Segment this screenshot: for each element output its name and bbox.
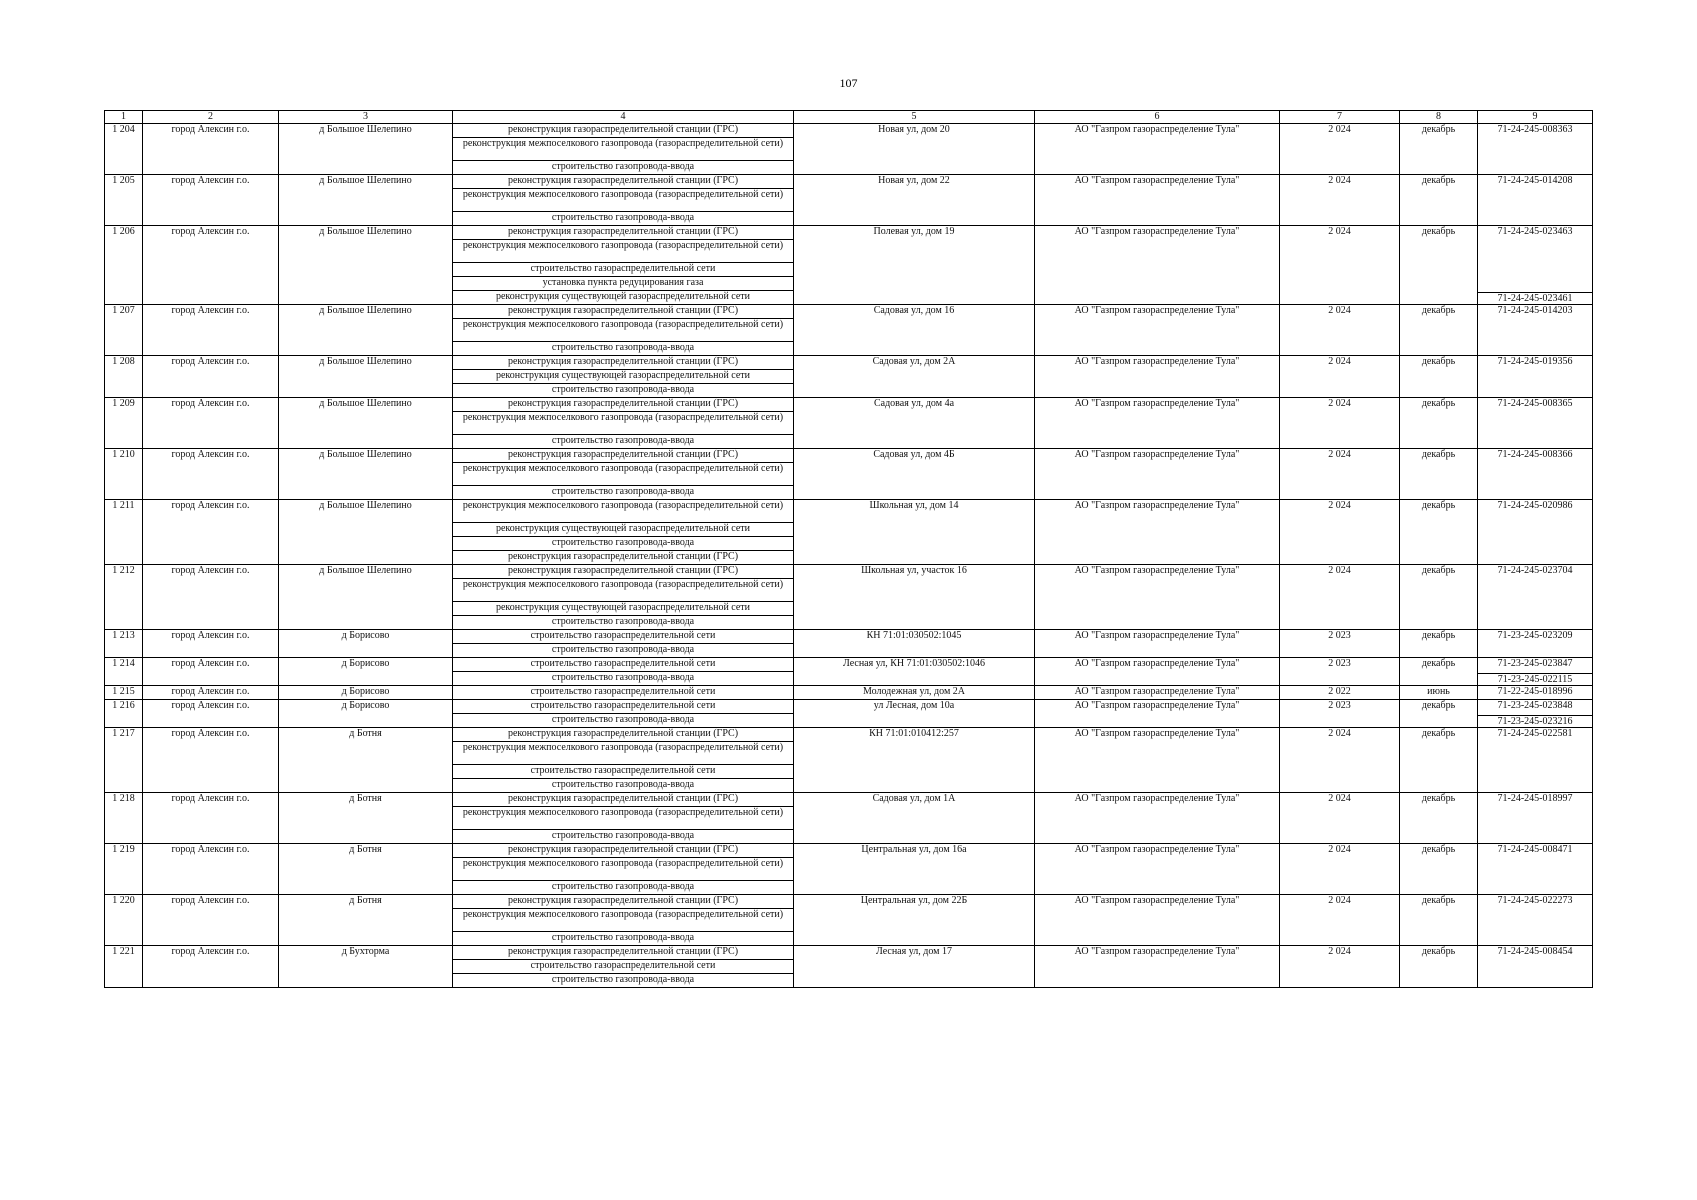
table-row xyxy=(105,844,1593,858)
code-cell: 71-24-245-019356 xyxy=(1478,356,1593,398)
settlement-cell: д Большое Шелепино xyxy=(279,175,453,226)
work-item: строительство газораспределительной сети xyxy=(453,686,794,700)
year-cell: 2 024 xyxy=(1280,124,1400,175)
year-cell: 2 024 xyxy=(1280,844,1400,895)
settlement-cell: д Борисово xyxy=(279,700,453,728)
address-cell: Садовая ул, дом 1А xyxy=(794,793,1035,844)
table-row xyxy=(105,686,1593,700)
code-primary: 71-23-245-023848 xyxy=(1497,700,1573,711)
month-cell: декабрь xyxy=(1400,895,1478,946)
row-number: 1 206 xyxy=(105,226,143,305)
header-cell: 3 xyxy=(279,111,453,124)
work-item: строительство газопровода-ввода xyxy=(453,384,794,398)
month-cell: декабрь xyxy=(1400,844,1478,895)
settlement-cell: д Борисово xyxy=(279,630,453,658)
work-item: строительство газораспределительной сети xyxy=(453,658,794,672)
code-secondary: 71-24-245-023461 xyxy=(1478,292,1592,304)
year-cell: 2 024 xyxy=(1280,226,1400,305)
row-number: 1 212 xyxy=(105,565,143,630)
header-cell: 5 xyxy=(794,111,1035,124)
table-row xyxy=(105,226,1593,240)
row-number: 1 205 xyxy=(105,175,143,226)
work-item: строительство газораспределительной сети xyxy=(453,700,794,714)
code-cell: 71-23-245-023209 xyxy=(1478,630,1593,658)
year-cell: 2 023 xyxy=(1280,658,1400,686)
table-row xyxy=(105,175,1593,189)
work-item: строительство газопровода-ввода xyxy=(453,342,794,356)
code-cell xyxy=(1478,226,1593,305)
settlement-cell: д Ботня xyxy=(279,793,453,844)
month-cell: декабрь xyxy=(1400,124,1478,175)
organization-cell: АО "Газпром газораспределение Тула" xyxy=(1035,844,1280,895)
code-cell xyxy=(1478,658,1593,686)
table-row xyxy=(105,398,1593,412)
address-cell: Новая ул, дом 22 xyxy=(794,175,1035,226)
work-item: строительство газораспределительной сети xyxy=(453,263,794,277)
month-cell: декабрь xyxy=(1400,565,1478,630)
address-cell: Школьная ул, дом 14 xyxy=(794,500,1035,565)
year-cell: 2 024 xyxy=(1280,449,1400,500)
work-item: строительство газопровода-ввода xyxy=(453,932,794,946)
work-item: реконструкция межпоселкового газопровода (газораспределительной сети) xyxy=(453,240,794,263)
year-cell: 2 024 xyxy=(1280,356,1400,398)
header-cell: 4 xyxy=(453,111,794,124)
table-row xyxy=(105,305,1593,319)
code-cell: 71-24-245-023704 xyxy=(1478,565,1593,630)
month-cell: декабрь xyxy=(1400,500,1478,565)
row-number: 1 211 xyxy=(105,500,143,565)
header-cell: 7 xyxy=(1280,111,1400,124)
work-item: реконструкция межпоселкового газопровода (газораспределительной сети) xyxy=(453,807,794,830)
work-item: строительство газопровода-ввода xyxy=(453,644,794,658)
table-row xyxy=(105,700,1593,714)
table-row xyxy=(105,946,1593,960)
district-cell: город Алексин г.о. xyxy=(143,630,279,658)
work-item: реконструкция межпоселкового газопровода (газораспределительной сети) xyxy=(453,858,794,881)
settlement-cell: д Большое Шелепино xyxy=(279,356,453,398)
settlement-cell: д Ботня xyxy=(279,895,453,946)
year-cell: 2 024 xyxy=(1280,946,1400,988)
month-cell: декабрь xyxy=(1400,630,1478,658)
work-item: строительство газопровода-ввода xyxy=(453,537,794,551)
code-cell: 71-24-245-022273 xyxy=(1478,895,1593,946)
organization-cell: АО "Газпром газораспределение Тула" xyxy=(1035,500,1280,565)
work-item: реконструкция газораспределительной станции (ГРС) xyxy=(453,305,794,319)
organization-cell: АО "Газпром газораспределение Тула" xyxy=(1035,946,1280,988)
header-cell: 6 xyxy=(1035,111,1280,124)
settlement-cell: д Борисово xyxy=(279,658,453,686)
year-cell: 2 024 xyxy=(1280,895,1400,946)
work-item: реконструкция межпоселкового газопровода (газораспределительной сети) xyxy=(453,412,794,435)
work-item: строительство газораспределительной сети xyxy=(453,765,794,779)
code-cell: 71-24-245-008366 xyxy=(1478,449,1593,500)
organization-cell: АО "Газпром газораспределение Тула" xyxy=(1035,895,1280,946)
row-number: 1 220 xyxy=(105,895,143,946)
settlement-cell: д Большое Шелепино xyxy=(279,449,453,500)
settlement-cell: д Большое Шелепино xyxy=(279,500,453,565)
district-cell: город Алексин г.о. xyxy=(143,398,279,449)
work-item: реконструкция газораспределительной станции (ГРС) xyxy=(453,844,794,858)
district-cell: город Алексин г.о. xyxy=(143,686,279,700)
row-number: 1 219 xyxy=(105,844,143,895)
organization-cell: АО "Газпром газораспределение Тула" xyxy=(1035,630,1280,658)
code-cell: 71-24-245-022581 xyxy=(1478,728,1593,793)
work-item: строительство газопровода-ввода xyxy=(453,212,794,226)
settlement-cell: д Большое Шелепино xyxy=(279,398,453,449)
work-item: реконструкция межпоселкового газопровода (газораспределительной сети) xyxy=(453,500,794,523)
header-cell: 8 xyxy=(1400,111,1478,124)
row-number: 1 209 xyxy=(105,398,143,449)
month-cell: декабрь xyxy=(1400,449,1478,500)
work-item: строительство газопровода-ввода xyxy=(453,974,794,988)
row-number: 1 207 xyxy=(105,305,143,356)
settlement-cell: д Ботня xyxy=(279,728,453,793)
organization-cell: АО "Газпром газораспределение Тула" xyxy=(1035,356,1280,398)
district-cell: город Алексин г.о. xyxy=(143,124,279,175)
work-item: строительство газопровода-ввода xyxy=(453,881,794,895)
work-item: установка пункта редуцирования газа xyxy=(453,277,794,291)
table-row xyxy=(105,630,1593,644)
address-cell: Центральная ул, дом 22Б xyxy=(794,895,1035,946)
work-item: строительство газопровода-ввода xyxy=(453,161,794,175)
organization-cell: АО "Газпром газораспределение Тула" xyxy=(1035,658,1280,686)
month-cell: июнь xyxy=(1400,686,1478,700)
address-cell: Полевая ул, дом 19 xyxy=(794,226,1035,305)
work-item: строительство газопровода-ввода xyxy=(453,672,794,686)
work-item: реконструкция газораспределительной станции (ГРС) xyxy=(453,895,794,909)
work-item: реконструкция газораспределительной станции (ГРС) xyxy=(453,551,794,565)
code-cell: 71-24-245-008363 xyxy=(1478,124,1593,175)
row-number: 1 215 xyxy=(105,686,143,700)
address-cell: Садовая ул, дом 2А xyxy=(794,356,1035,398)
year-cell: 2 024 xyxy=(1280,793,1400,844)
year-cell: 2 022 xyxy=(1280,686,1400,700)
work-item: реконструкция газораспределительной станции (ГРС) xyxy=(453,793,794,807)
work-item: реконструкция существующей газораспределительной сети xyxy=(453,291,794,305)
district-cell: город Алексин г.о. xyxy=(143,226,279,305)
month-cell: декабрь xyxy=(1400,398,1478,449)
row-number: 1 216 xyxy=(105,700,143,728)
header-row xyxy=(105,111,1593,124)
code-secondary: 71-23-245-022115 xyxy=(1478,673,1592,685)
code-primary: 71-24-245-023463 xyxy=(1497,226,1573,237)
table-row xyxy=(105,793,1593,807)
year-cell: 2 023 xyxy=(1280,700,1400,728)
year-cell: 2 024 xyxy=(1280,565,1400,630)
work-item: строительство газопровода-ввода xyxy=(453,486,794,500)
table-row xyxy=(105,565,1593,579)
year-cell: 2 024 xyxy=(1280,728,1400,793)
work-item: реконструкция газораспределительной станции (ГРС) xyxy=(453,565,794,579)
district-cell: город Алексин г.о. xyxy=(143,305,279,356)
address-cell: Лесная ул, КН 71:01:030502:1046 xyxy=(794,658,1035,686)
year-cell: 2 024 xyxy=(1280,398,1400,449)
work-item: строительство газопровода-ввода xyxy=(453,435,794,449)
code-cell: 71-24-245-014208 xyxy=(1478,175,1593,226)
organization-cell: АО "Газпром газораспределение Тула" xyxy=(1035,700,1280,728)
work-item: реконструкция газораспределительной станции (ГРС) xyxy=(453,124,794,138)
table-row xyxy=(105,356,1593,370)
work-item: реконструкция существующей газораспределительной сети xyxy=(453,370,794,384)
organization-cell: АО "Газпром газораспределение Тула" xyxy=(1035,449,1280,500)
address-cell: Школьная ул, участок 16 xyxy=(794,565,1035,630)
work-item: реконструкция межпоселкового газопровода (газораспределительной сети) xyxy=(453,138,794,161)
month-cell: декабрь xyxy=(1400,728,1478,793)
year-cell: 2 024 xyxy=(1280,305,1400,356)
district-cell: город Алексин г.о. xyxy=(143,946,279,988)
work-item: реконструкция межпоселкового газопровода (газораспределительной сети) xyxy=(453,189,794,212)
row-number: 1 217 xyxy=(105,728,143,793)
code-cell: 71-24-245-020986 xyxy=(1478,500,1593,565)
settlement-cell: д Большое Шелепино xyxy=(279,305,453,356)
row-number: 1 204 xyxy=(105,124,143,175)
row-number: 1 208 xyxy=(105,356,143,398)
code-secondary: 71-23-245-023216 xyxy=(1478,715,1592,727)
table-row xyxy=(105,895,1593,909)
row-number: 1 214 xyxy=(105,658,143,686)
address-cell: КН 71:01:030502:1045 xyxy=(794,630,1035,658)
address-cell: Новая ул, дом 20 xyxy=(794,124,1035,175)
settlement-cell: д Большое Шелепино xyxy=(279,124,453,175)
address-cell: КН 71:01:010412:257 xyxy=(794,728,1035,793)
organization-cell: АО "Газпром газораспределение Тула" xyxy=(1035,565,1280,630)
work-item: реконструкция межпоселкового газопровода (газораспределительной сети) xyxy=(453,742,794,765)
header-cell: 1 xyxy=(105,111,143,124)
table-row xyxy=(105,449,1593,463)
month-cell: декабрь xyxy=(1400,700,1478,728)
district-cell: город Алексин г.о. xyxy=(143,793,279,844)
table-row xyxy=(105,728,1593,742)
row-number: 1 213 xyxy=(105,630,143,658)
work-item: строительство газораспределительной сети xyxy=(453,960,794,974)
month-cell: декабрь xyxy=(1400,658,1478,686)
settlement-cell: д Ботня xyxy=(279,844,453,895)
organization-cell: АО "Газпром газораспределение Тула" xyxy=(1035,305,1280,356)
organization-cell: АО "Газпром газораспределение Тула" xyxy=(1035,175,1280,226)
row-number: 1 218 xyxy=(105,793,143,844)
address-cell: Садовая ул, дом 4Б xyxy=(794,449,1035,500)
district-cell: город Алексин г.о. xyxy=(143,175,279,226)
code-cell: 71-24-245-018997 xyxy=(1478,793,1593,844)
work-item: реконструкция газораспределительной станции (ГРС) xyxy=(453,398,794,412)
code-cell: 71-24-245-014203 xyxy=(1478,305,1593,356)
month-cell: декабрь xyxy=(1400,356,1478,398)
month-cell: декабрь xyxy=(1400,226,1478,305)
work-item: реконструкция межпоселкового газопровода (газораспределительной сети) xyxy=(453,579,794,602)
header-cell: 2 xyxy=(143,111,279,124)
table-body xyxy=(105,124,1593,988)
code-cell: 71-24-245-008454 xyxy=(1478,946,1593,988)
district-cell: город Алексин г.о. xyxy=(143,895,279,946)
district-cell: город Алексин г.о. xyxy=(143,449,279,500)
work-item: строительство газопровода-ввода xyxy=(453,714,794,728)
district-cell: город Алексин г.о. xyxy=(143,356,279,398)
organization-cell: АО "Газпром газораспределение Тула" xyxy=(1035,728,1280,793)
code-cell: 71-22-245-018996 xyxy=(1478,686,1593,700)
district-cell: город Алексин г.о. xyxy=(143,700,279,728)
district-cell: город Алексин г.о. xyxy=(143,728,279,793)
address-cell: Центральная ул, дом 16а xyxy=(794,844,1035,895)
work-item: реконструкция межпоселкового газопровода (газораспределительной сети) xyxy=(453,463,794,486)
year-cell: 2 024 xyxy=(1280,175,1400,226)
organization-cell: АО "Газпром газораспределение Тула" xyxy=(1035,124,1280,175)
settlement-cell: д Большое Шелепино xyxy=(279,226,453,305)
work-item: реконструкция газораспределительной станции (ГРС) xyxy=(453,356,794,370)
table-row xyxy=(105,658,1593,672)
register-table xyxy=(104,110,1593,988)
row-number: 1 210 xyxy=(105,449,143,500)
work-item: строительство газопровода-ввода xyxy=(453,830,794,844)
code-cell: 71-24-245-008365 xyxy=(1478,398,1593,449)
settlement-cell: д Большое Шелепино xyxy=(279,565,453,630)
work-item: реконструкция газораспределительной станции (ГРС) xyxy=(453,226,794,240)
month-cell: декабрь xyxy=(1400,305,1478,356)
row-number: 1 221 xyxy=(105,946,143,988)
district-cell: город Алексин г.о. xyxy=(143,658,279,686)
organization-cell: АО "Газпром газораспределение Тула" xyxy=(1035,226,1280,305)
work-item: реконструкция газораспределительной станции (ГРС) xyxy=(453,946,794,960)
table-row xyxy=(105,124,1593,138)
work-item: строительство газопровода-ввода xyxy=(453,616,794,630)
district-cell: город Алексин г.о. xyxy=(143,500,279,565)
work-item: реконструкция газораспределительной станции (ГРС) xyxy=(453,449,794,463)
address-cell: ул Лесная, дом 10а xyxy=(794,700,1035,728)
district-cell: город Алексин г.о. xyxy=(143,565,279,630)
year-cell: 2 024 xyxy=(1280,500,1400,565)
work-item: реконструкция существующей газораспределительной сети xyxy=(453,523,794,537)
page-number: 107 xyxy=(839,76,858,90)
address-cell: Садовая ул, дом 16 xyxy=(794,305,1035,356)
settlement-cell: д Борисово xyxy=(279,686,453,700)
year-cell: 2 023 xyxy=(1280,630,1400,658)
work-item: реконструкция межпоселкового газопровода (газораспределительной сети) xyxy=(453,319,794,342)
organization-cell: АО "Газпром газораспределение Тула" xyxy=(1035,398,1280,449)
code-cell xyxy=(1478,700,1593,728)
code-primary: 71-23-245-023847 xyxy=(1497,658,1573,669)
work-item: строительство газораспределительной сети xyxy=(453,630,794,644)
work-item: реконструкция межпоселкового газопровода (газораспределительной сети) xyxy=(453,909,794,932)
organization-cell: АО "Газпром газораспределение Тула" xyxy=(1035,793,1280,844)
settlement-cell: д Бухторма xyxy=(279,946,453,988)
month-cell: декабрь xyxy=(1400,175,1478,226)
address-cell: Молодежная ул, дом 2А xyxy=(794,686,1035,700)
month-cell: декабрь xyxy=(1400,946,1478,988)
header-cell: 9 xyxy=(1478,111,1593,124)
month-cell: декабрь xyxy=(1400,793,1478,844)
work-item: реконструкция газораспределительной станции (ГРС) xyxy=(453,728,794,742)
work-item: реконструкция газораспределительной станции (ГРС) xyxy=(453,175,794,189)
work-item: реконструкция существующей газораспределительной сети xyxy=(453,602,794,616)
work-item: строительство газопровода-ввода xyxy=(453,779,794,793)
address-cell: Садовая ул, дом 4а xyxy=(794,398,1035,449)
table-row xyxy=(105,500,1593,523)
code-cell: 71-24-245-008471 xyxy=(1478,844,1593,895)
district-cell: город Алексин г.о. xyxy=(143,844,279,895)
organization-cell: АО "Газпром газораспределение Тула" xyxy=(1035,686,1280,700)
address-cell: Лесная ул, дом 17 xyxy=(794,946,1035,988)
